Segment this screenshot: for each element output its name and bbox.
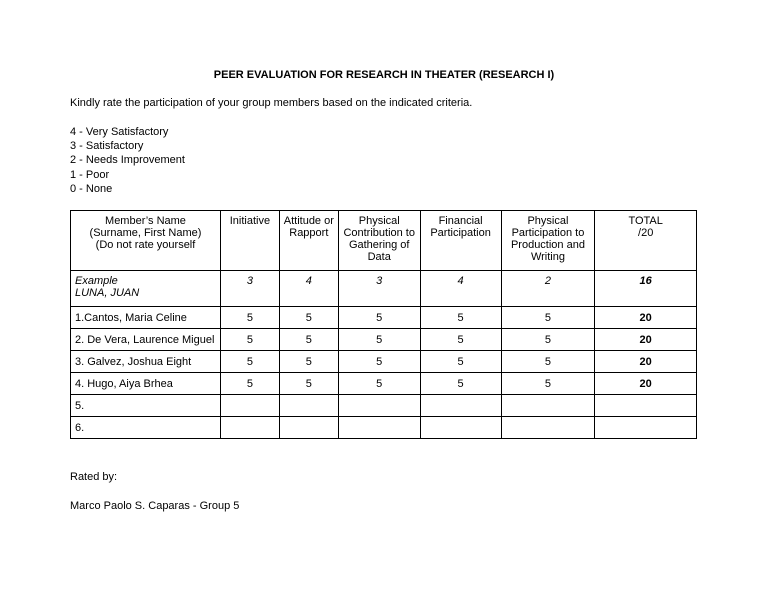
physical-data-cell: 5 — [338, 351, 420, 373]
total-cell: 20 — [595, 373, 697, 395]
header-physical-production: Physical Participation to Production and Writing — [501, 211, 595, 271]
rated-by-label: Rated by: — [70, 471, 118, 483]
rater-name: Marco Paolo S. Caparas - Group 5 — [70, 500, 240, 512]
scale-item: 4 - Very Satisfactory — [70, 126, 169, 138]
example-total: 16 — [595, 271, 697, 307]
total-cell — [595, 417, 697, 439]
scale-item: 3 - Satisfactory — [70, 140, 144, 153]
attitude-cell: 5 — [279, 351, 338, 373]
financial-cell: 5 — [420, 351, 501, 373]
scale-item: 0 - None — [70, 182, 113, 195]
initiative-cell — [220, 395, 279, 417]
physical-production-cell — [501, 417, 595, 439]
financial-cell — [420, 417, 501, 439]
scale-item: 1 - Poor — [70, 168, 110, 181]
attitude-cell: 5 — [279, 373, 338, 395]
example-attitude: 4 — [279, 271, 338, 307]
physical-production-cell — [501, 395, 595, 417]
attitude-cell: 5 — [279, 329, 338, 351]
member-name: 5. — [71, 395, 221, 417]
total-cell: 20 — [595, 329, 697, 351]
initiative-cell: 5 — [220, 307, 279, 329]
evaluation-table — [70, 210, 697, 439]
financial-cell: 5 — [420, 329, 501, 351]
total-cell — [595, 395, 697, 417]
document-title: PEER EVALUATION FOR RESEARCH IN THEATER (RESEARCH I) — [213, 69, 555, 81]
financial-cell — [420, 395, 501, 417]
table-row — [71, 395, 697, 417]
physical-production-cell: 5 — [501, 307, 595, 329]
header-initiative: Initiative — [220, 211, 279, 271]
example-row — [71, 271, 697, 307]
header-total: TOTAL /20 — [595, 211, 697, 271]
table-row — [71, 351, 697, 373]
physical-production-cell: 5 — [501, 329, 595, 351]
financial-cell: 5 — [420, 373, 501, 395]
total-cell: 20 — [595, 307, 697, 329]
attitude-cell: 5 — [279, 307, 338, 329]
example-physical-production: 2 — [501, 271, 595, 307]
financial-cell: 5 — [420, 307, 501, 329]
table-row — [71, 373, 697, 395]
attitude-cell — [279, 417, 338, 439]
physical-data-cell — [338, 417, 420, 439]
initiative-cell: 5 — [220, 329, 279, 351]
example-financial: 4 — [420, 271, 501, 307]
member-name: 1.Cantos, Maria Celine — [71, 307, 221, 329]
example-physical-data: 3 — [338, 271, 420, 307]
table-row — [71, 329, 697, 351]
header-physical-data: Physical Contribution to Gathering of Data — [338, 211, 420, 271]
total-cell: 20 — [595, 351, 697, 373]
physical-data-cell — [338, 395, 420, 417]
attitude-cell — [279, 395, 338, 417]
physical-production-cell: 5 — [501, 351, 595, 373]
header-member-name: Member’s Name (Surname, First Name) (Do not rate yourself — [71, 211, 221, 271]
initiative-cell: 5 — [220, 373, 279, 395]
member-name: 4. Hugo, Aiya Brhea — [71, 373, 221, 395]
member-name: 3. Galvez, Joshua Eight — [71, 351, 221, 373]
physical-data-cell: 5 — [338, 373, 420, 395]
scale-item: 2 - Needs Improvement — [70, 154, 185, 167]
initiative-cell — [220, 417, 279, 439]
initiative-cell: 5 — [220, 351, 279, 373]
table-row — [71, 417, 697, 439]
example-name-cell: Example LUNA, JUAN — [71, 271, 221, 307]
rating-scale — [70, 125, 185, 196]
instructions-text: Kindly rate the participation of your group members based on the indicated criteria. — [70, 97, 473, 109]
example-initiative: 3 — [220, 271, 279, 307]
header-attitude: Attitude or Rapport — [279, 211, 338, 271]
member-name: 6. — [71, 417, 221, 439]
table-header-row — [71, 211, 697, 271]
physical-data-cell: 5 — [338, 329, 420, 351]
physical-data-cell: 5 — [338, 307, 420, 329]
table-row — [71, 307, 697, 329]
physical-production-cell: 5 — [501, 373, 595, 395]
header-financial: Financial Participation — [420, 211, 501, 271]
member-name: 2. De Vera, Laurence Miguel — [71, 329, 221, 351]
